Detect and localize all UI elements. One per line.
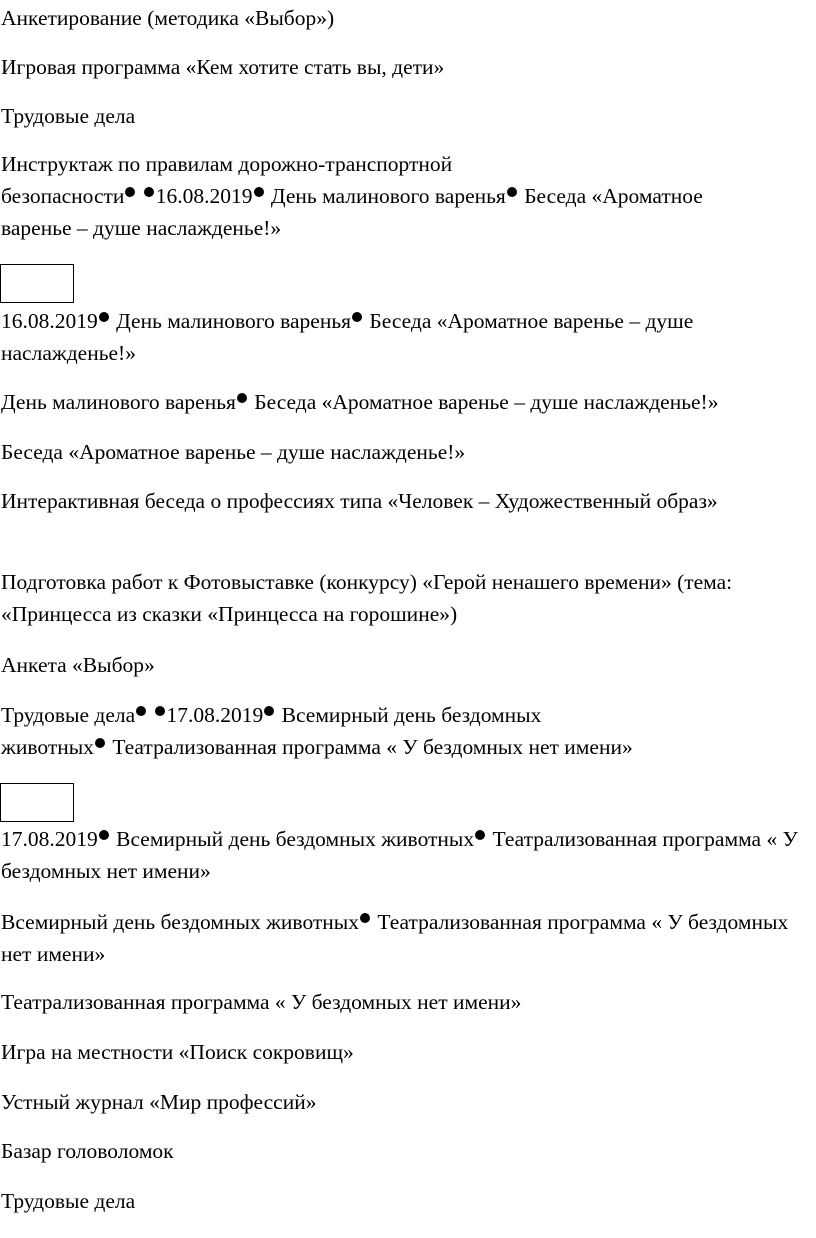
bullet-icon <box>136 706 146 716</box>
paragraph-text: Всемирный день бездомных животных <box>110 827 475 851</box>
paragraph-labor-1 <box>1 100 811 132</box>
paragraph-text: День малинового варенья <box>1 390 236 414</box>
paragraph-theatre-program <box>1 986 811 1018</box>
paragraph-photo-exhibition <box>1 566 811 630</box>
paragraph-text: Беседа «Ароматное варенье – душе наслажденье!» <box>248 390 719 414</box>
paragraph-text: День малинового варенья <box>110 309 352 333</box>
date-text: 16.08.2019 <box>155 184 253 208</box>
paragraph-text: Подготовка работ к Фотовыставке (конкурсу) «Герой ненашего времени» (тема: «Принцесса из сказки «Принцесса на горошине») <box>1 570 733 626</box>
paragraph-raspberry-day-2 <box>1 386 811 418</box>
paragraph-treasure-hunt <box>1 1036 811 1068</box>
bullet-icon <box>155 706 165 716</box>
paragraph-text: Инструктаж по правилам дорожно-транспортной <box>1 152 453 176</box>
bullet-icon <box>237 393 247 403</box>
bullet-icon <box>125 187 135 197</box>
paragraph-text: животных <box>1 735 94 759</box>
empty-box <box>0 264 74 303</box>
bullet-icon <box>254 187 264 197</box>
paragraph-labor-2 <box>1 1185 811 1217</box>
paragraph-text: Анкета «Выбор» <box>1 653 155 677</box>
paragraph-text: Беседа «Ароматное <box>518 184 703 208</box>
paragraph-text: День малинового варенья <box>265 184 506 208</box>
bullet-icon <box>99 830 109 840</box>
bullet-icon <box>507 187 517 197</box>
paragraph-text: Всемирный день бездомных <box>276 703 542 727</box>
paragraph-text: Театрализованная программа « У бездомных нет имени» <box>1 827 798 883</box>
paragraph-text: Трудовые дела <box>1 1189 136 1213</box>
paragraph-text: Театрализованная программа « У бездомных нет имени» <box>106 735 633 759</box>
paragraph-conversation <box>1 436 811 468</box>
paragraph-text: Игровая программа «Кем хотите стать вы, дети» <box>1 55 445 79</box>
paragraph-raspberry-day <box>1 305 811 369</box>
paragraph-text: Игра на местности «Поиск сокровищ» <box>1 1040 354 1064</box>
date-text: 16.08.2019 <box>1 309 98 333</box>
paragraph-homeless-day <box>1 823 811 887</box>
bullet-icon <box>475 830 485 840</box>
empty-box <box>0 783 74 822</box>
date-text: 17.08.2019 <box>1 827 98 851</box>
paragraph-text: Интерактивная беседа о профессиях типа «Человек – Художественный образ» <box>1 489 718 513</box>
paragraph-questionnaire <box>1 649 811 681</box>
paragraph-survey <box>1 2 811 34</box>
paragraph-text: Всемирный день бездомных животных <box>1 910 360 934</box>
paragraph-text: Беседа «Ароматное варенье – душе наслажденье!» <box>1 309 694 365</box>
paragraph-text: Театрализованная программа « У бездомных нет имени» <box>1 910 789 966</box>
paragraph-text: Базар головоломок <box>1 1139 174 1163</box>
bullet-icon <box>352 312 362 322</box>
bullet-icon <box>99 312 109 322</box>
bullet-icon <box>360 913 370 923</box>
paragraph-text: Театрализованная программа « У бездомных нет имени» <box>1 990 522 1014</box>
paragraph-text: Трудовые дела <box>1 104 136 128</box>
bullet-icon <box>144 187 154 197</box>
paragraph-game-program <box>1 51 811 83</box>
paragraph-text: безопасности <box>1 184 125 208</box>
paragraph-puzzle-bazaar <box>1 1135 811 1167</box>
paragraph-homeless-day-2 <box>1 906 811 970</box>
paragraph-labor-homeless-day <box>1 699 811 763</box>
date-text: 17.08.2019 <box>166 703 264 727</box>
paragraph-oral-journal <box>1 1086 811 1118</box>
paragraph-traffic-safety <box>1 148 811 244</box>
paragraph-text: Трудовые дела <box>1 703 136 727</box>
paragraph-text: Беседа «Ароматное варенье – душе наслажденье!» <box>1 440 466 464</box>
paragraph-text: варенье – душе наслажденье!» <box>1 216 282 240</box>
bullet-icon <box>95 738 105 748</box>
paragraph-text: Анкетирование (методика «Выбор») <box>1 6 335 30</box>
bullet-icon <box>264 706 274 716</box>
paragraph-text: Устный журнал «Мир профессий» <box>1 1090 317 1114</box>
paragraph-interactive-talk <box>1 485 811 517</box>
